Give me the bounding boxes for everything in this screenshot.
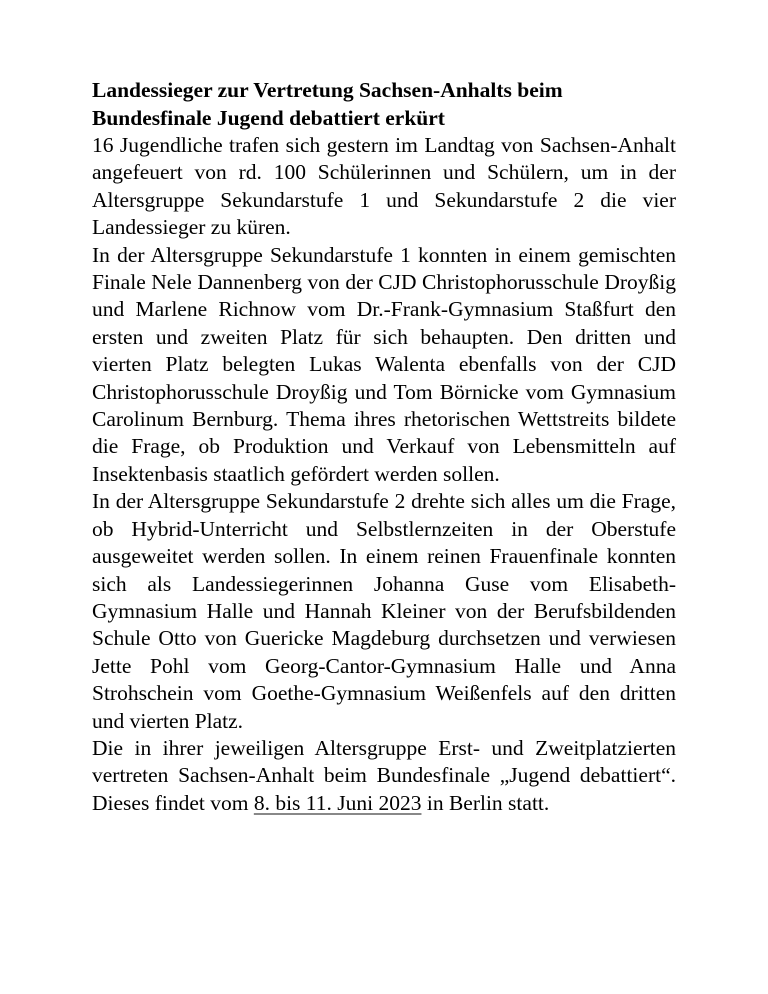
event-date-link[interactable]: 8. bis 11. Juni 2023: [253, 790, 422, 815]
paragraph-intro: 16 Jugendliche trafen sich gestern im Landtag von Sachsen-Anhalt angefeuert von rd. 100 Schülerinnen und Schülern, um in der Altersgruppe Sekundarstufe 1 und Sekundarstufe 2 die vier Landessieger zu küren.: [92, 133, 676, 240]
closing-text-before: Die in ihrer jeweiligen Altersgruppe Erst- und Zweitplatzierten vertreten Sachsen-Anhalt beim Bundesfinale „Jugend debattiert“. Dieses findet vom: [92, 735, 676, 815]
closing-text-after: in Berlin statt.: [421, 790, 550, 815]
paragraph-sekundarstufe-1: In der Altersgruppe Sekundarstufe 1 konnten in einem gemischten Finale Nele Dannenberg von der CJD Christophorusschule Droyßig und Marlene Richnow vom Dr.-Frank-Gymnasium Staßfurt den ersten und zweiten Platz für sich behaupten. Den dritten und vierten Platz belegten Lukas Walenta ebenfalls von der CJD Christophorusschule Droyßig und Tom Börnicke vom Gymnasium Carolinum Bernburg. Thema ihres rhetorischen Wettstreits bildete die Frage, ob Produktion und Verkauf von Lebensmitteln auf Insektenbasis staatlich gefördert werden sollen.: [92, 242, 676, 486]
paragraph-sekundarstufe-2: In der Altersgruppe Sekundarstufe 2 drehte sich alles um die Frage, ob Hybrid-Unterricht und Selbstlernzeiten in der Oberstufe ausgeweitet werden sollen. In einem reinen Frauenfinale konnten sich als Landessiegerinnen Johanna Guse vom Elisabeth-Gymnasium Halle und Hannah Kleiner von der Berufsbildenden Schule Otto von Guericke Magdeburg durchsetzen und verwiesen Jette Pohl vom Georg-Cantor-Gymnasium Halle und Anna Strohschein vom Goethe-Gymnasium Weißenfels auf den dritten und vierten Platz.: [92, 489, 676, 733]
paragraph-closing: [92, 735, 676, 817]
article-headline: Landessieger zur Vertretung Sachsen-Anhalts beim Bundesfinale Jugend debattiert erkürt: [92, 78, 563, 130]
